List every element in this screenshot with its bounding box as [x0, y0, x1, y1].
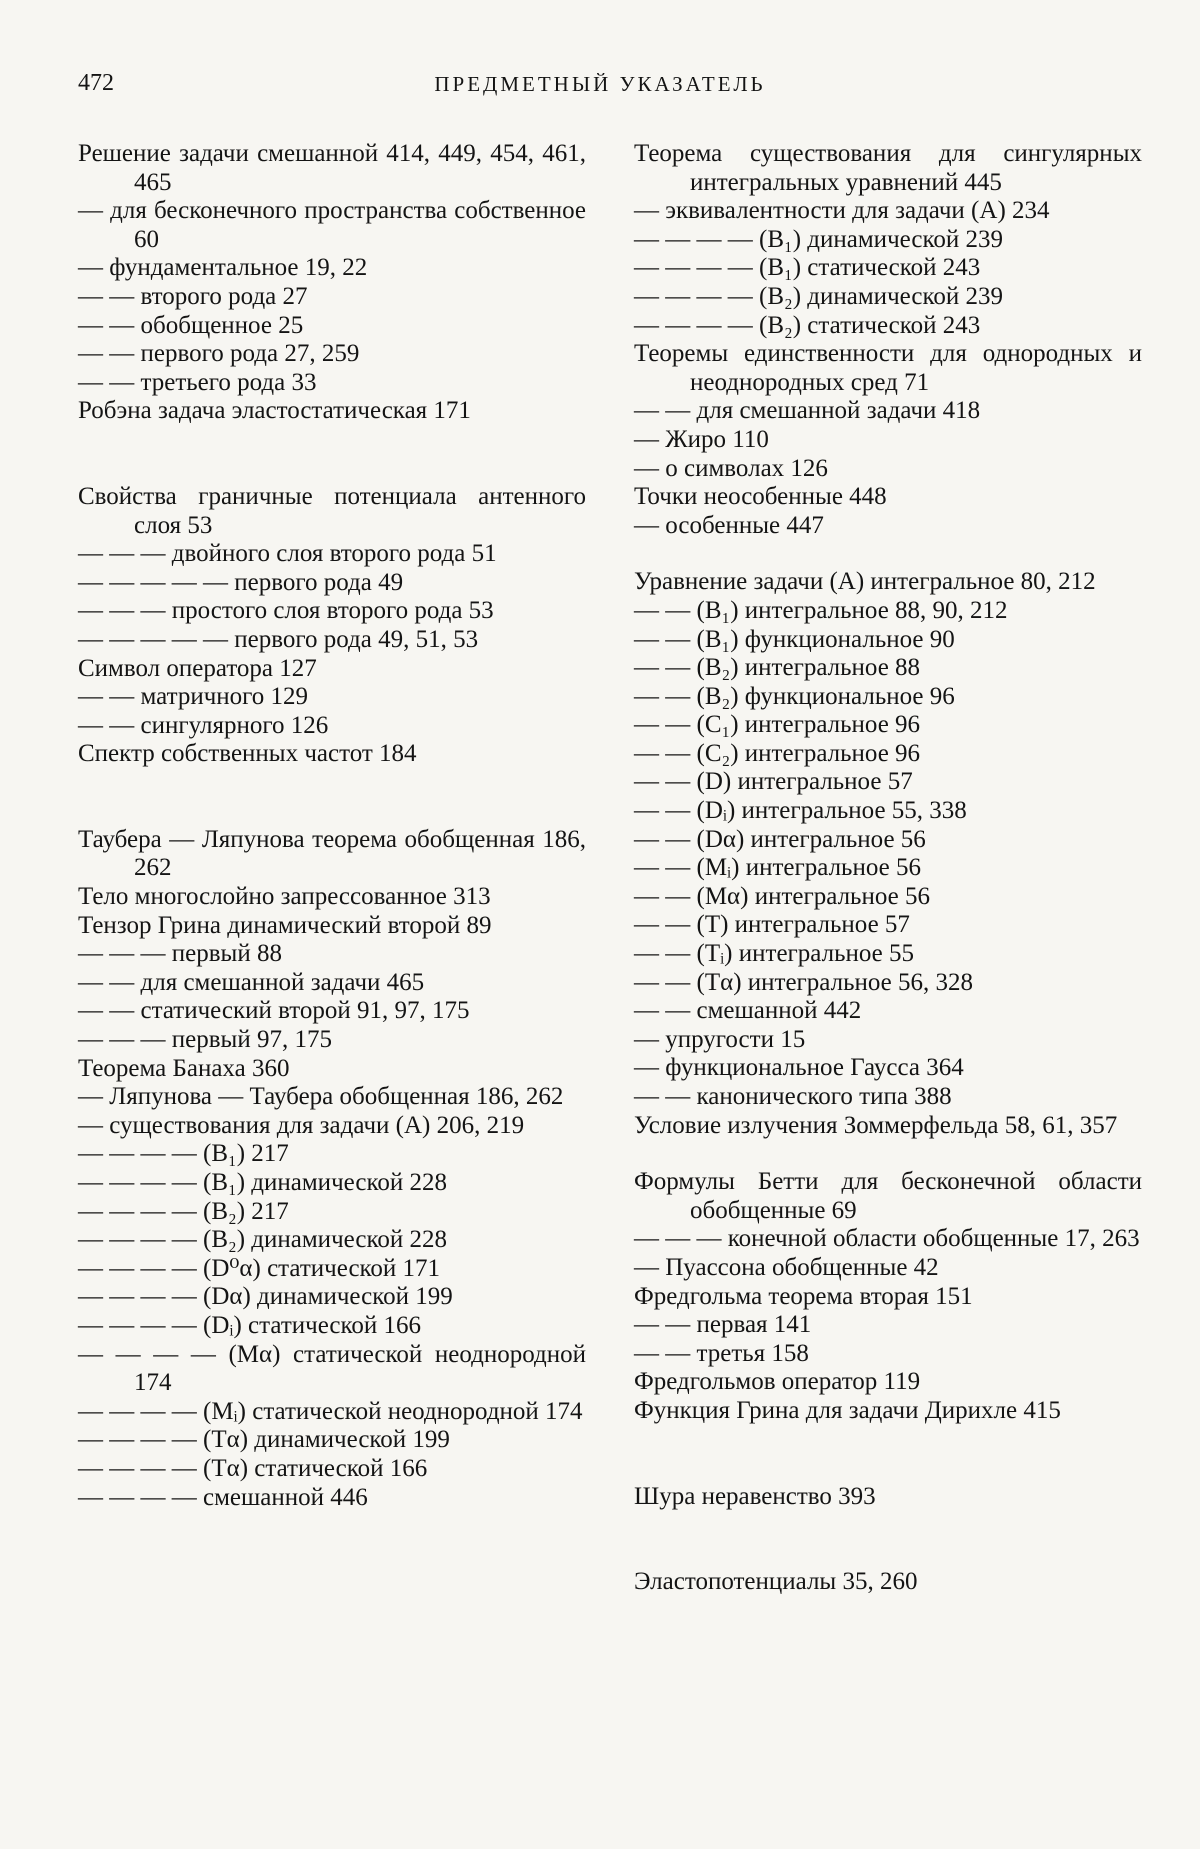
index-entry: — — сингулярного 126 [78, 711, 329, 739]
index-entry: — — смешанной 442 [634, 997, 862, 1025]
index-entry: — — третья 158 [634, 1339, 809, 1367]
index-entry: — — — конечной области обобщенные 17, 263 [634, 1225, 1140, 1253]
index-entry: — — второго рода 27 [78, 282, 308, 310]
running-head: ПРЕДМЕТНЫЙ УКАЗАТЕЛЬ [434, 72, 766, 96]
index-entry: — Пуассона обобщенные 42 [634, 1253, 939, 1281]
index-entry: — существования для задачи (A) 206, 219 [78, 1111, 525, 1139]
index-entry: Теорема Банаха 360 [78, 1054, 290, 1082]
index-entry: — — третьего рода 33 [78, 368, 317, 396]
letter-group-separator [634, 1140, 1142, 1168]
index-entry: Тело многослойно запрессованное 313 [78, 883, 491, 911]
page-number: 472 [78, 70, 114, 96]
index-entry: Тензор Грина динамический второй 89 [78, 911, 492, 939]
index-entry: — — (Mᵢ) интегральное 56 [634, 854, 921, 882]
index-entry: — для бесконечного пространства собственное 60 [78, 197, 586, 253]
index-entry: — — канонического типа 388 [634, 1083, 952, 1110]
index-column-left [78, 140, 586, 1512]
index-entry: — — — — (B₂) динамической 239 [634, 282, 1003, 310]
index-entry: Функция Грина для задачи Дирихле 415 [634, 1396, 1061, 1424]
index-entry: — о символах 126 [634, 454, 828, 482]
index-entry: — — первая 141 [634, 1311, 812, 1339]
index-entry: — — — — (Tα) статической 166 [78, 1454, 428, 1482]
index-entry: — Жиро 110 [634, 425, 769, 453]
index-entry: — — первого рода 27, 259 [78, 340, 360, 368]
letter-group-separator [78, 426, 586, 483]
index-entry: — — — — (B₁) динамической 228 [78, 1169, 447, 1196]
index-entry: — — — — смешанной 446 [78, 1483, 368, 1511]
index-entry: Шура неравенство 393 [634, 1482, 876, 1510]
index-entry: — упругости 15 [634, 1025, 806, 1053]
index-entry: — — — — (Mᵢ) статической неоднородной 174 [78, 1397, 583, 1425]
index-entry: Условие излучения Зоммерфельда 58, 61, 357 [634, 1111, 1118, 1139]
index-entry: — — статический второй 91, 97, 175 [78, 997, 470, 1025]
letter-group-separator [634, 540, 1142, 568]
index-entry: Фредгольмов оператор 119 [634, 1368, 921, 1396]
index-entry: — — для смешанной задачи 465 [78, 968, 425, 996]
index-entry: Эластопотенциалы 35, 260 [634, 1568, 918, 1596]
index-entry: — — — — (D⁰α) статической 171 [78, 1254, 441, 1282]
index-entry: Символ оператора 127 [78, 654, 317, 682]
letter-group-separator [78, 769, 586, 826]
index-entry: — эквивалентности для задачи (A) 234 [634, 197, 1050, 225]
index-entry: — — — — — первого рода 49, 51, 53 [78, 625, 479, 653]
index-entry: — — — — (Dᵢ) статической 166 [78, 1311, 422, 1339]
index-column-right [634, 140, 1142, 1597]
letter-group-separator [634, 1511, 1142, 1568]
index-entry: — — (B₁) интегральное 88, 90, 212 [634, 596, 1008, 624]
index-entry: Решение задачи смешанной 414, 449, 454, 461, 465 [78, 140, 586, 196]
index-entry: — — — — (B₁) динамической 239 [634, 225, 1003, 253]
index-entry: Формулы Бетти для бесконечной области обобщенные 69 [634, 1168, 1142, 1224]
index-entry: — — (Dα) интегральное 56 [634, 825, 926, 853]
index-entry: — функциональное Гаусса 364 [634, 1054, 964, 1082]
index-entry: Точки неособенные 448 [634, 483, 887, 511]
index-entry: — — (Mα) интегральное 56 [634, 882, 930, 910]
index-entry: — — — первый 88 [78, 940, 282, 968]
index-entry: — особенные 447 [634, 511, 824, 539]
index-entry: Уравнение задачи (A) интегральное 80, 212 [634, 568, 1096, 596]
index-entry: — фундаментальное 19, 22 [78, 254, 368, 282]
index-entry: — — — — (B₂) динамической 228 [78, 1226, 447, 1254]
index-entry: — — — — (Dα) динамической 199 [78, 1283, 453, 1311]
index-entry: — — — — (B₁) статической 243 [634, 254, 981, 282]
index-entry: — — (B₁) функциональное 90 [634, 625, 955, 653]
index-entry: — — (Tᵢ) интегральное 55 [634, 940, 915, 968]
index-entry: — — (C₁) интегральное 96 [634, 711, 921, 739]
index-entry: — — (Tα) интегральное 56, 328 [634, 968, 974, 996]
index-entry: — — (B₂) интегральное 88 [634, 654, 921, 682]
index-entry: Свойства граничные потенциала антенного слоя 53 [78, 482, 586, 539]
index-entry: Спектр собственных частот 184 [78, 740, 417, 768]
index-entry: — — — простого слоя второго рода 53 [78, 597, 494, 625]
index-entry: — — — — (B₁) 217 [78, 1140, 289, 1168]
index-entry: — — — — (B₂) 217 [78, 1197, 289, 1225]
index-entry: — Ляпунова — Таубера обобщенная 186, 262 [78, 1083, 564, 1111]
index-entry: — — для смешанной задачи 418 [634, 397, 981, 425]
index-entry: — — — — (Mα) статической неоднородной 174 [78, 1340, 586, 1397]
index-entry: Теорема существования для сингулярных интегральных уравнений 445 [634, 140, 1142, 196]
index-entry: Теоремы единственности для однородных и неоднородных сред 71 [634, 340, 1142, 396]
index-entry: Робэна задача эластостатическая 171 [78, 397, 471, 425]
index-entry: — — (C₂) интегральное 96 [634, 739, 921, 767]
index-entry: — — — первый 97, 175 [78, 1026, 332, 1054]
index-entry: — — матричного 129 [78, 683, 309, 711]
index-entry: — — обобщенное 25 [78, 311, 304, 339]
letter-group-separator [634, 1426, 1142, 1483]
index-entry: — — (D) интегральное 57 [634, 768, 913, 796]
index-entry: — — — — (Tα) динамической 199 [78, 1426, 450, 1454]
index-entry: — — (Dᵢ) интегральное 55, 338 [634, 797, 967, 825]
index-entry: — — — — — первого рода 49 [78, 568, 404, 596]
index-entry: — — — — (B₂) статической 243 [634, 311, 981, 339]
index-entry: — — (B₂) функциональное 96 [634, 682, 955, 710]
index-entry: — — (T) интегральное 57 [634, 911, 910, 939]
index-entry: — — — двойного слоя второго рода 51 [78, 540, 497, 568]
index-entry: Фредгольма теорема вторая 151 [634, 1282, 973, 1310]
index-entry: Таубера — Ляпунова теорема обобщенная 186, 262 [78, 825, 586, 882]
